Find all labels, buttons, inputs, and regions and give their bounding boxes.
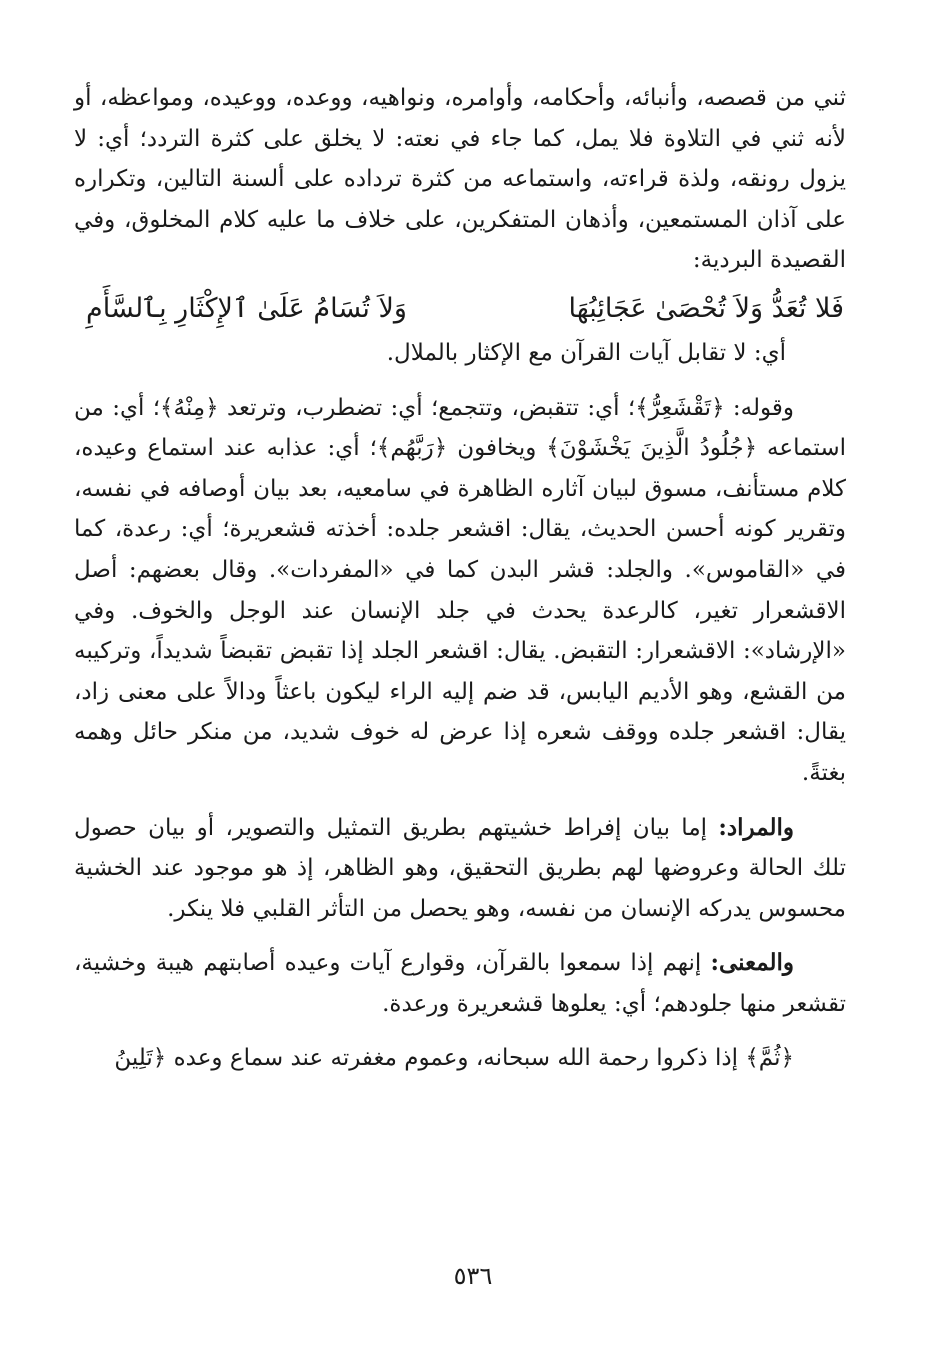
poem-verse: [74, 287, 846, 331]
paragraph-3: [74, 808, 846, 930]
paragraph-4-lead: والمعنى:: [710, 949, 794, 977]
paragraph-1: ثني من قصصه، وأنبائه، وأحكامه، وأوامره، ونواهيه، ووعده، ووعيده، ومواعظه، أو لأنه ثني في التلاوة فلا يمل، كما جاء في نعته: لا يخلق على كثرة التردد؛ أي: لا يزول رونقه، ولذة قراءته، واستماعه من كثرة ترداده على ألسنة التالين، وتكراره على آذان المستمعين، وأذهان المتفكرين، على خلاف ما عليه كلام المخلوق، وفي القصيدة البردية:: [74, 85, 846, 274]
verse-hemistich-right: فَلا تُعَدُّ وَلاَ تُحْصَىٰ عَجَائِبُهَا: [568, 292, 844, 324]
verse-hemistich-left: وَلاَ تُسَامُ عَلَىٰ ٱلإِكْثَارِ بِٱلسَّأَمِ: [86, 292, 407, 324]
paragraph-5-text: ﴿ثُمَّ﴾ إذا ذكروا رحمة الله سبحانه، وعموم مغفرته عند سماع وعده ﴿تَلِينُ: [114, 1045, 794, 1072]
page-number: ٥٣٦: [453, 1262, 493, 1290]
verse-explanation: أي: لا تقابل آيات القرآن مع الإكثار بالملال.: [386, 339, 786, 366]
paragraph-4-text: إنهم إذا سمعوا بالقرآن، وقوارع آيات وعيده أصابتهم هيبة وخشية، تقشعر منها جلودهم؛ أي: يعلوها قشعريرة ورعدة.: [74, 950, 846, 1017]
paragraph-4: [74, 943, 846, 1024]
paragraph-3-lead: والمراد:: [718, 813, 794, 841]
paragraph-5: [74, 1038, 846, 1079]
paragraph-3-text: إما بيان إفراط خشيتهم بطريق التمثيل والتصوير، أو بيان حصول تلك الحالة وعروضها لهم بطريق التحقيق، وهو الظاهر، إذ هو موجود عند الخشية محسوس يدركه الإنسان من نفسه، وهو يحصل من التأثر القلبي فلا ينكر.: [74, 814, 846, 922]
paragraph-2: [74, 388, 846, 794]
paragraph-2-text: وقوله: ﴿تَقْشَعِرُّ﴾؛ أي: تتقبض، وتتجمع؛ أي: تضطرب، وترتعد ﴿مِنْهُ﴾؛ أي: من استماعه ﴿جُلُودُ الَّذِينَ يَخْشَوْنَ﴾ ويخافون ﴿رَبَّهُم﴾؛ أي: عذابه عند استماع وعيده، كلام مستأنف، مسوق لبيان آثاره الظاهرة في سامعيه، بعد بيان أوصافه في نفسه، وتقرير كونه أحسن الحديث، يقال: اقشعر جلده: أخذته قشعريرة؛ أي: رعدة، كما في «القاموس». والجلد: قشر البدن كما في «المفردات». وقال بعضهم: أصل الاقشعرار تغير، كالرعدة يحدث في جلد الإنسان عند الوجل والخوف. وفي «الإرشاد»: الاقشعرار: التقبض. يقال: اقشعر الجلد إذا تقبض تقبضاً شديداً، وتركيبه من القشع، وهو الأديم اليابس، قد ضم إليه الراء ليكون باعثاً ودالاً على معنى زاد، يقال: اقشعر جلده ووقف شعره إذا عرض له خوف شديد، من منكر حائل وهمه بغتةً.: [74, 394, 846, 786]
